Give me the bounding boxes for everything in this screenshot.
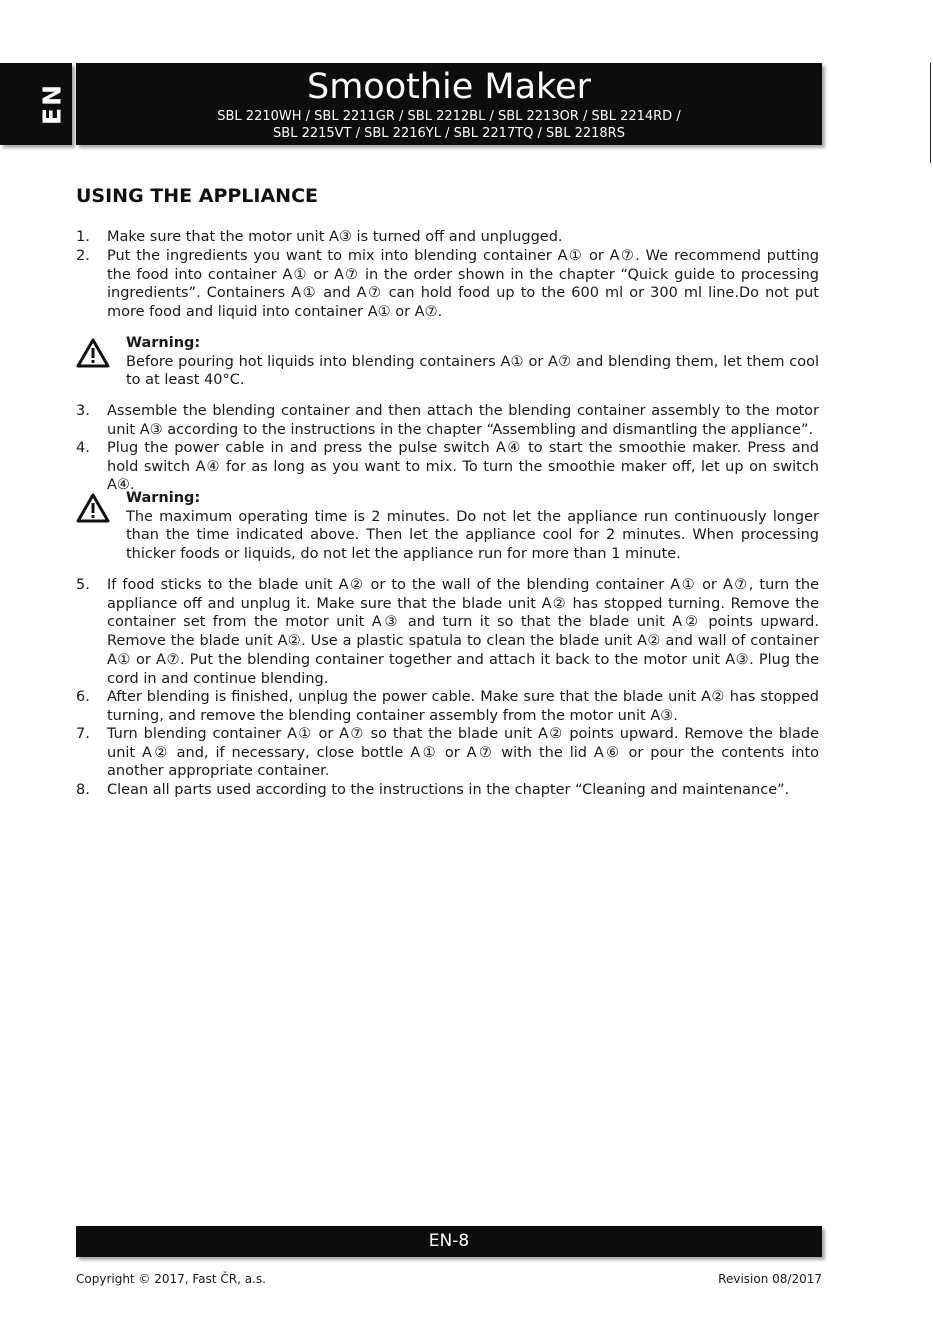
- list-text: Assemble the blending container and then attach the blending container assembly to the motor unit A③ according to the instructions in the chapter “Assembling and dismantling the appliance”.: [107, 403, 819, 438]
- warning-block: [76, 489, 819, 564]
- list-number: 6.: [76, 689, 90, 705]
- language-tab: [0, 63, 72, 145]
- header-bar: [76, 63, 822, 145]
- language-label: EN: [37, 82, 67, 126]
- model-list-line-1: SBL 2210WH / SBL 2211GR / SBL 2212BL / SBL 2213OR / SBL 2214RD /: [217, 109, 681, 124]
- list-item: [76, 688, 819, 725]
- list-text: Turn blending container A① or A⑦ so that the blade unit A② points upward. Remove the blade unit A② and, if necessary, close bottle A① or A⑦ with the lid A⑥ or pour the contents into another appropriate container.: [107, 726, 819, 780]
- model-list: [76, 108, 822, 142]
- list-text: After blending is finished, unplug the power cable. Make sure that the blade unit A② has stopped turning, and remove the blending container assembly from the motor unit A③.: [107, 689, 819, 724]
- list-item: [76, 228, 819, 247]
- list-text: If food sticks to the blade unit A② or to the wall of the blending container A① or A⑦, turn the appliance off and unplug it. Make sure that the blade unit A② has stopped turning. Remove the container set from the motor unit A③ and turn it so that the blade unit A② points upward. Remove the blade unit A②. Use a plastic spatula to clean the blade unit A② and wall of container A① or A⑦. Put the blending container together and attach it back to the motor unit A③. Plug the cord in and continue blending.: [107, 577, 819, 687]
- warning-text: The maximum operating time is 2 minutes. Do not let the appliance run continuously longer than the time indicated above. Then let the appliance cool for 2 minutes. When processing thicker foods or liquids, do not let the appliance run for more than 1 minute.: [126, 508, 819, 563]
- list-text: Plug the power cable in and press the pulse switch A④ to start the smoothie maker. Press and hold switch A④ for as long as you want to mix. To turn the smoothie maker off, let up on switch A④.: [107, 440, 819, 494]
- list-item: [76, 781, 819, 800]
- list-number: 2.: [76, 248, 90, 264]
- page-title: Smoothie Maker: [306, 67, 592, 107]
- page-number: EN-8: [428, 1231, 470, 1251]
- edge-divider: [930, 63, 931, 163]
- warning-block: [76, 334, 819, 390]
- warning-icon: [76, 338, 110, 368]
- list-text: Put the ingredients you want to mix into blending container A① or A⑦. We recommend putting the food into container A① or A⑦ in the order shown in the chapter “Quick guide to processing ingredients”. Containers A① and A⑦ can hold food up to the 600 ml or 300 ml line.Do not put more food and liquid into container A① or A⑦.: [107, 248, 819, 321]
- list-number: 5.: [76, 577, 90, 593]
- list-number: 1.: [76, 229, 90, 245]
- revision-text: Revision 08/2017: [718, 1272, 822, 1286]
- warning-title: Warning:: [126, 335, 201, 351]
- list-text: Make sure that the motor unit A③ is turned off and unplugged.: [107, 229, 563, 245]
- warning-text: Before pouring hot liquids into blending containers A① or A⑦ and blending them, let them cool to at least 40°C.: [126, 353, 819, 389]
- list-item: [76, 439, 819, 495]
- warning-title: Warning:: [126, 490, 201, 506]
- list-number: 8.: [76, 782, 90, 798]
- page-number-bar: [76, 1226, 822, 1257]
- list-number: 3.: [76, 403, 90, 419]
- warning-icon: [76, 493, 110, 523]
- list-number: 7.: [76, 726, 90, 742]
- list-item: [76, 725, 819, 781]
- model-list-line-2: SBL 2215VT / SBL 2216YL / SBL 2217TQ / SBL 2218RS: [273, 126, 625, 141]
- list-item: [76, 247, 819, 322]
- copyright-text: Copyright © 2017, Fast ČR, a.s.: [76, 1272, 266, 1286]
- list-text: Clean all parts used according to the instructions in the chapter “Cleaning and maintenance”.: [107, 782, 790, 798]
- list-item: [76, 576, 819, 688]
- section-title: USING THE APPLIANCE: [76, 185, 319, 207]
- list-number: 4.: [76, 440, 90, 456]
- list-item: [76, 402, 819, 439]
